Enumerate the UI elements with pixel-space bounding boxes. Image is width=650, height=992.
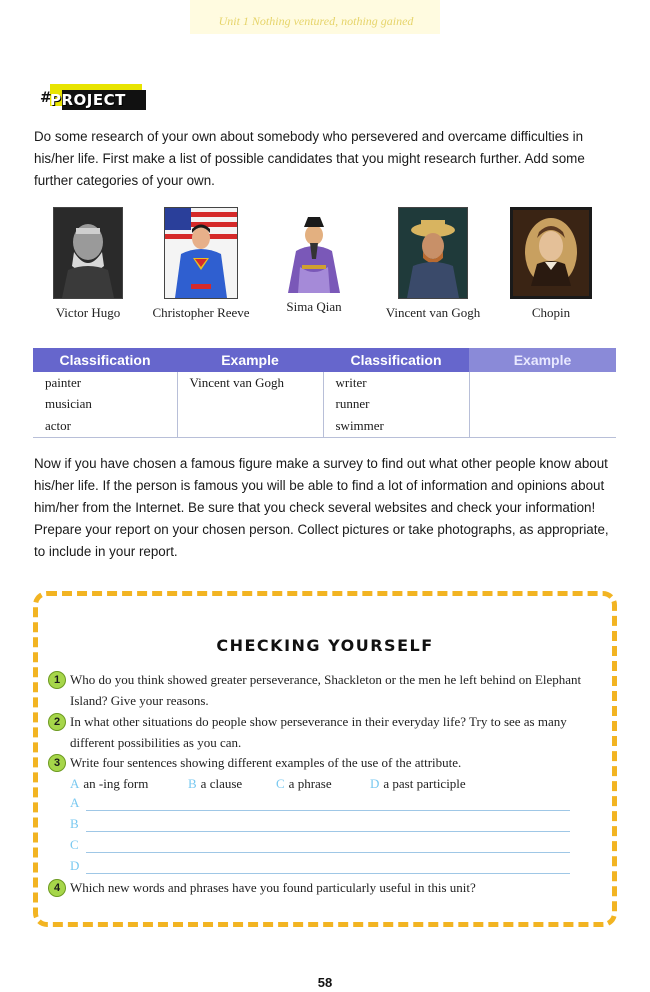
person-name: Victor Hugo [55, 305, 121, 320]
header-example-1: Example [177, 348, 323, 372]
option-letter: D [370, 776, 380, 791]
header-classification-2: Classification [323, 348, 469, 372]
person-name: Chopin [531, 305, 571, 320]
question-number-2: 2 [48, 713, 66, 731]
question-1-text: Who do you think showed greater perseverance, Shackleton or the men he left behind on Elephant Island? Give your reasons. [70, 672, 582, 708]
christopher-reeve-portrait [164, 207, 238, 299]
option-letter: C [276, 776, 285, 791]
victor-hugo-portrait [53, 207, 123, 299]
option-b [188, 773, 242, 794]
table-cell: painter [33, 372, 177, 394]
table-cell: Vincent van Gogh [177, 372, 323, 394]
answer-line-c [70, 837, 570, 857]
question-4-text: Which new words and phrases have you found particularly useful in this unit? [70, 880, 476, 895]
answer-line-letter: B [70, 816, 79, 831]
classification-table [33, 348, 616, 438]
question-number-3: 3 [48, 754, 66, 772]
table-row [33, 394, 616, 416]
person-sima-qian [254, 207, 374, 317]
writing-line [86, 852, 570, 853]
option-letter: B [188, 776, 197, 791]
sima-qian-portrait [280, 207, 348, 293]
table-row [33, 372, 616, 394]
vincent-van-gogh-portrait [398, 207, 468, 299]
table-cell: writer [323, 372, 469, 394]
option-d [370, 773, 466, 794]
option-c [276, 773, 332, 794]
survey-paragraph: Now if you have chosen a famous figure make a survey to find out what other people know about his/her life. If the person is famous you will be able to find a lot of information and opinions about him/her from the Internet. Be sure that you check several websites and check your information! Prepare your report on your chosen person. Collect pictures or take photographs, as appropriate, to include in your report. [34, 456, 609, 559]
answer-line-letter: A [70, 795, 80, 810]
person-name: Sima Qian [286, 299, 342, 314]
project-label: PROJECT [50, 91, 126, 109]
running-head: Unit 1 Nothing ventured, nothing gained [218, 14, 414, 28]
page-number: 58 [317, 975, 333, 990]
intro-paragraph: Do some research of your own about somebody who persevered and overcame difficulties in his/her life. First make a list of possible candidates that you might research further. Add some further categories of your own. [34, 129, 585, 188]
question-number-1: 1 [48, 671, 66, 689]
person-chopin [491, 207, 611, 323]
checking-yourself-title: CHECKING YOURSELF [216, 636, 434, 655]
question-3-text: Write four sentences showing different examples of the use of the attribute. [70, 755, 462, 770]
answer-line-b [70, 816, 570, 836]
person-name: Christopher Reeve [152, 305, 250, 320]
writing-line [86, 810, 570, 811]
option-letter: A [70, 776, 80, 791]
person-christopher-reeve [141, 207, 261, 323]
option-label: an -ing form [83, 776, 149, 791]
table-cell [469, 394, 616, 416]
option-label: a past participle [383, 776, 466, 791]
answer-line-letter: C [70, 837, 79, 852]
table-cell [177, 394, 323, 416]
table-row [33, 415, 616, 437]
person-name: Vincent van Gogh [385, 305, 481, 320]
answer-line-letter: D [70, 858, 80, 873]
project-badge [38, 84, 146, 110]
chopin-portrait [510, 207, 592, 299]
table-cell: runner [323, 394, 469, 416]
question-2-text: In what other situations do people show perseverance in their everyday life? Try to see as many different possibilities as you can. [70, 714, 567, 750]
table-cell: actor [33, 415, 177, 437]
table-cell [177, 415, 323, 437]
table-cell [469, 415, 616, 437]
attribute-options [70, 773, 570, 794]
header-classification-1: Classification [33, 348, 177, 372]
badge-hash-mark: # [40, 90, 52, 106]
option-a [70, 773, 148, 794]
person-vincent-van-gogh [373, 207, 493, 323]
option-label: a phrase [288, 776, 332, 791]
person-victor-hugo [28, 207, 148, 323]
table-header-row [33, 348, 616, 372]
answer-line-d [70, 858, 570, 878]
writing-line [86, 873, 570, 874]
table-cell: musician [33, 394, 177, 416]
question-number-4: 4 [48, 879, 66, 897]
table-cell: swimmer [323, 415, 469, 437]
header-example-2: Example [469, 348, 616, 372]
answer-line-a [70, 795, 570, 815]
writing-line [86, 831, 570, 832]
option-label: a clause [200, 776, 243, 791]
table-cell [469, 372, 616, 394]
